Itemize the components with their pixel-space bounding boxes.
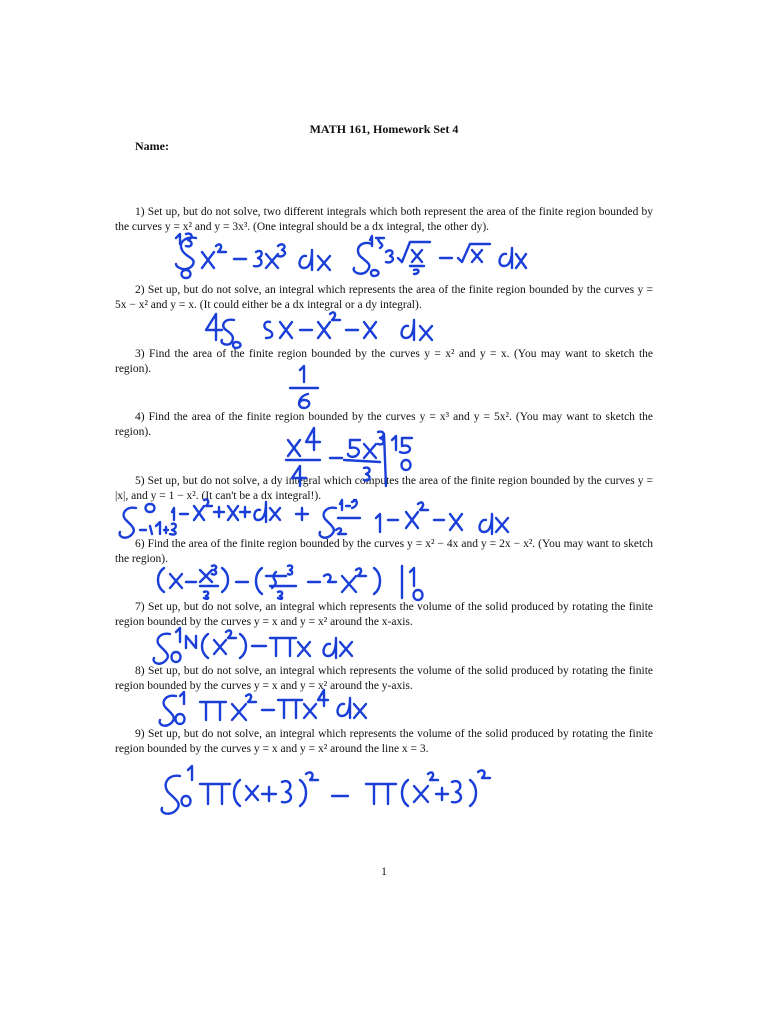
problem-number: 7) [135,601,145,613]
problem-number: 5) [135,475,145,487]
problem-text: Set up, but do not solve, a dy integral which computes the area of the finite region bounded by the curves y = |x|, and y = 1 − x². (It can't be a dx integral!). [115,475,654,502]
handwritten-answer-6 [158,565,423,600]
problem-text: Set up, but do not solve, an integral which represents the area of the finite region bounded by the curves y = 5x − x² and y = x. (It could either be a dx integral or a dy integral). [115,284,654,311]
handwritten-answer-9 [162,766,490,814]
problem-number: 3) [135,348,145,360]
problem-1 [115,205,653,235]
problem-9 [115,727,653,757]
handwritten-answer-2 [206,312,432,348]
problem-text: Set up, but do not solve, two different integrals which both represent the area of the finite region bounded by the curves y = x² and y = 3x³. (One integral should be a dx integral, the other dy). [115,206,653,233]
problem-number: 2) [135,284,145,296]
handwritten-answer-1 [176,234,526,278]
problem-number: 8) [135,665,145,677]
problem-3 [115,347,653,377]
problem-text: Set up, but do not solve, an integral which represents the volume of the solid produced by rotating the finite region bounded by the curves y = x and y = x² around the x-axis. [115,601,653,628]
handwritten-answer-8 [160,690,366,726]
problem-4 [115,410,653,440]
handwritten-answer-7 [154,628,352,664]
problem-text: Set up, but do not solve, an integral which represents the volume of the solid produced by rotating the finite region bounded by the curves y = x and y = x² around the y-axis. [115,665,653,692]
problem-text: Find the area of the finite region bounded by the curves y = x³ and y = 5x². (You may want to sketch the region). [115,411,653,438]
problem-text: Set up, but do not solve, an integral which represents the volume of the solid produced by rotating the finite region bounded by the curves y = x and y = x² around the line x = 3. [115,728,653,755]
problem-number: 9) [135,728,145,740]
problem-number: 6) [135,538,145,550]
problem-number: 1) [135,206,145,218]
problem-text: Find the area of the finite region bounded by the curves y = x² and y = x. (You may want to sketch the region). [115,348,654,375]
problem-text: Find the area of the finite region bounded by the curves y = x² − 4x and y = 2x − x². (You may want to sketch the region). [115,538,653,565]
page-number: 1 [381,866,387,878]
problem-2 [115,283,653,313]
problem-5 [115,474,653,504]
problem-6 [115,537,653,567]
page-title: MATH 161, Homework Set 4 [309,122,459,136]
name-label: Name: [135,139,169,153]
handwritten-answer-5 [120,499,508,537]
problem-7 [115,600,653,630]
problem-number: 4) [135,411,145,423]
problem-8 [115,664,653,694]
